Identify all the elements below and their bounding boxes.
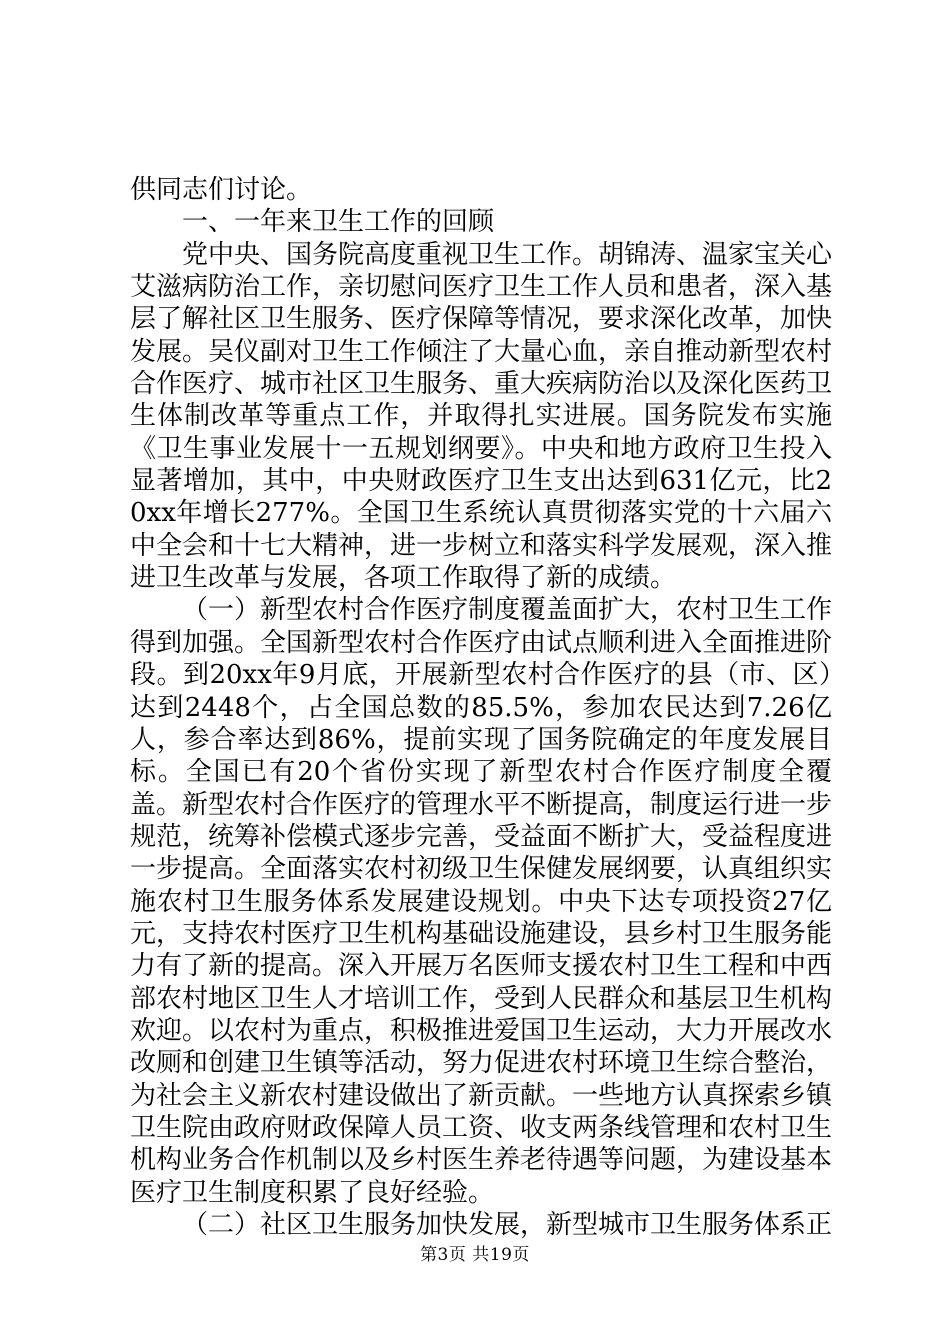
- paragraph-review: 党中央、国务院高度重视卫生工作。胡锦涛、温家宝关心艾滋病防治工作，亲切慰问医疗卫生工作人员和患者，深入基层了解社区卫生服务、医疗保障等情况，要求深化改革，加快发展。吴仪副对卫生工作倾注了大量心血，亲自推动新型农村合作医疗、城市社区卫生服务、重大疾病防治以及深化医药卫生体制改革等重点工作，并取得扎实进展。国务院发布实施《卫生事业发展十一五规划纲要》。中央和地方政府卫生投入显著增加，其中，中央财政医疗卫生支出达到631亿元，比20xx年增长277%。全国卫生系统认真贯彻落实党的十六届六中全会和十七大精神，进一步树立和落实科学发展观，深入推进卫生改革与发展，各项工作取得了新的成绩。: [130, 239, 833, 594]
- paragraph-community-health: （二）社区卫生服务加快发展，新型城市卫生服务体系正: [182, 1210, 833, 1240]
- paragraph-continuation: 供同志们讨论。: [130, 175, 313, 205]
- paragraph-rural-cooperative: （一）新型农村合作医疗制度覆盖面扩大，农村卫生工作得到加强。全国新型农村合作医疗由试点顺利进入全面推进阶段。到20xx年9月底，开展新型农村合作医疗的县（市、区）达到2448个，占全国总数的85.5%，参加农民达到7.26亿人，参合率达到86%，提前实现了国务院确定的年度发展目标。全国已有20个省份实现了新型农村合作医疗制度全覆盖。新型农村合作医疗的管理水平不断提高，制度运行进一步规范，统筹补偿模式逐步完善，受益面不断扩大，受益程度进一步提高。全面落实农村初级卫生保健发展纲要，认真组织实施农村卫生服务体系发展建设规划。中央下达专项投资27亿元，支持农村医疗卫生机构基础设施建设，县乡村卫生服务能力有了新的提高。深入开展万名医师支援农村卫生工程和中西部农村地区卫生人才培训工作，受到人民群众和基层卫生机构欢迎。以农村为重点，积极推进爱国卫生运动，大力开展改水改厕和创建卫生镇等活动，努力促进农村环境卫生综合整治，为社会主义新农村建设做出了新贡献。一些地方认真探索乡镇卫生院由政府财政保障人员工资、收支两条线管理和农村卫生机构业务合作机制以及乡村医生养老待遇等问题，为建设基本医疗卫生制度积累了良好经验。: [130, 595, 833, 1208]
- section-heading: 一、一年来卫生工作的回顾: [182, 207, 495, 238]
- body-text: [130, 174, 832, 1241]
- page-footer: 第3页 共19页: [420, 1245, 530, 1265]
